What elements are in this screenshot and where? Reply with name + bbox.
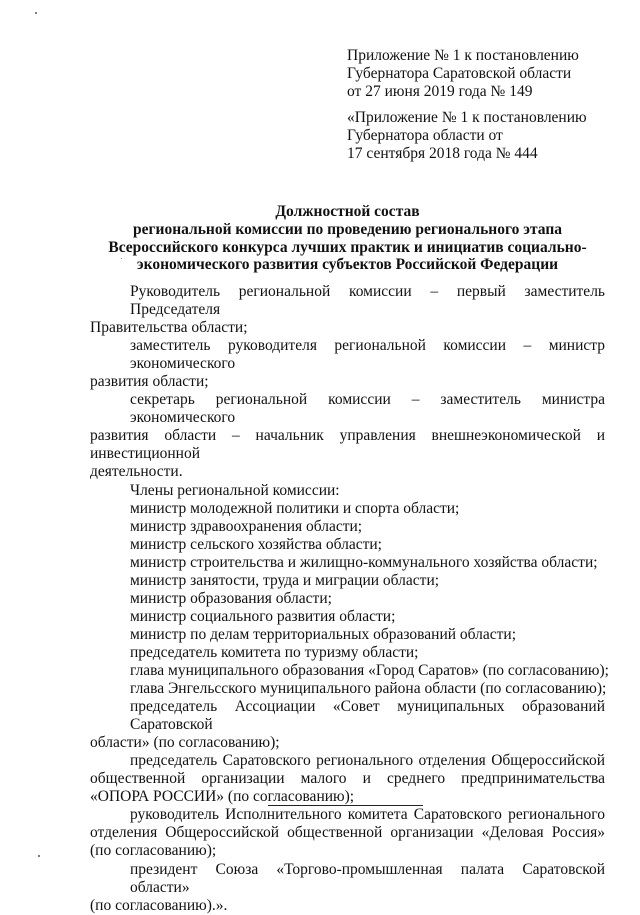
title-line: региональной комиссии по проведению регионального этапа xyxy=(132,220,562,238)
title-line: экономического развития субъектов Российской Федерации xyxy=(136,256,559,274)
body-line: общественной организации малого и среднего предпринимательства xyxy=(90,770,605,788)
body-line: глава Энгельсского муниципального района области (по согласованию); xyxy=(130,680,607,698)
body-line: министр сельского хозяйства области; xyxy=(130,535,382,553)
body-line: руководитель Исполнительного комитета Саратовского регионального xyxy=(130,806,605,824)
header-line: от 27 июня 2019 года № 149 xyxy=(347,83,533,100)
title-line: Должностной состав xyxy=(275,203,420,220)
body-line: президент Союза «Торгово-промышленная палата Саратовской области» xyxy=(130,860,605,896)
body-line: заместитель руководителя региональной комиссии – министр экономического xyxy=(130,337,605,373)
header-line: Приложение № 1 к постановлению xyxy=(347,47,579,64)
body-line: председатель комитета по туризму области; xyxy=(130,643,419,661)
header-line: Губернатора Саратовской области xyxy=(347,65,572,82)
body-line: глава муниципального образования «Город Саратов» (по согласованию); xyxy=(130,661,609,679)
body-line: министр социального развития области; xyxy=(130,607,396,625)
scan-speck xyxy=(121,258,122,259)
body-line: Руководитель региональной комиссии – первый заместитель Председателя xyxy=(130,283,605,319)
body-line: министр по делам территориальных образований области; xyxy=(130,625,517,643)
body-line: министр молодежной политики и спорта области; xyxy=(130,499,460,517)
body-line: министр занятости, труда и миграции области; xyxy=(130,571,440,589)
body-line: секретарь региональной комиссии – заместитель министра экономического xyxy=(130,391,605,427)
document-body xyxy=(90,283,609,915)
header-gap xyxy=(347,101,587,109)
body-line: Правительства области; xyxy=(90,319,248,337)
header-line: 17 сентября 2018 года № 444 xyxy=(347,145,538,162)
body-line: (по согласованию); xyxy=(90,842,217,860)
body-line: председатель Саратовского регионального отделения Общероссийской xyxy=(130,752,605,770)
body-line: деятельности. xyxy=(90,463,183,481)
body-line: министр образования области; xyxy=(130,589,332,607)
header-line: «Приложение № 1 к постановлению xyxy=(347,109,587,126)
body-line: развития области – начальник управления внешнеэкономической и инвестиционной xyxy=(90,427,605,463)
appendix-header xyxy=(347,47,587,163)
body-line: отделения Общероссийской общественной организации «Деловая Россия» xyxy=(90,824,605,842)
body-line: области» (по согласованию); xyxy=(90,734,280,752)
body-line: (по согласованию).». xyxy=(90,896,228,914)
body-line: развития области; xyxy=(90,373,209,391)
end-separator-line xyxy=(268,805,423,806)
body-line: «ОПОРА РОССИИ» (по согласованию); xyxy=(90,788,355,806)
header-line: Губернатора области от xyxy=(347,127,503,144)
body-line: министр строительства и жилищно-коммунального хозяйства области; xyxy=(130,553,598,571)
document-title xyxy=(90,203,605,274)
body-line: Члены региональной комиссии: xyxy=(130,481,340,499)
body-line: председатель Ассоциации «Совет муниципальных образований Саратовской xyxy=(130,698,605,734)
scan-speck xyxy=(35,12,37,14)
body-line: министр здравоохранения области; xyxy=(130,517,363,535)
title-line: Всероссийского конкурса лучших практик и инициатив социально- xyxy=(108,238,587,256)
scan-speck xyxy=(38,855,40,857)
